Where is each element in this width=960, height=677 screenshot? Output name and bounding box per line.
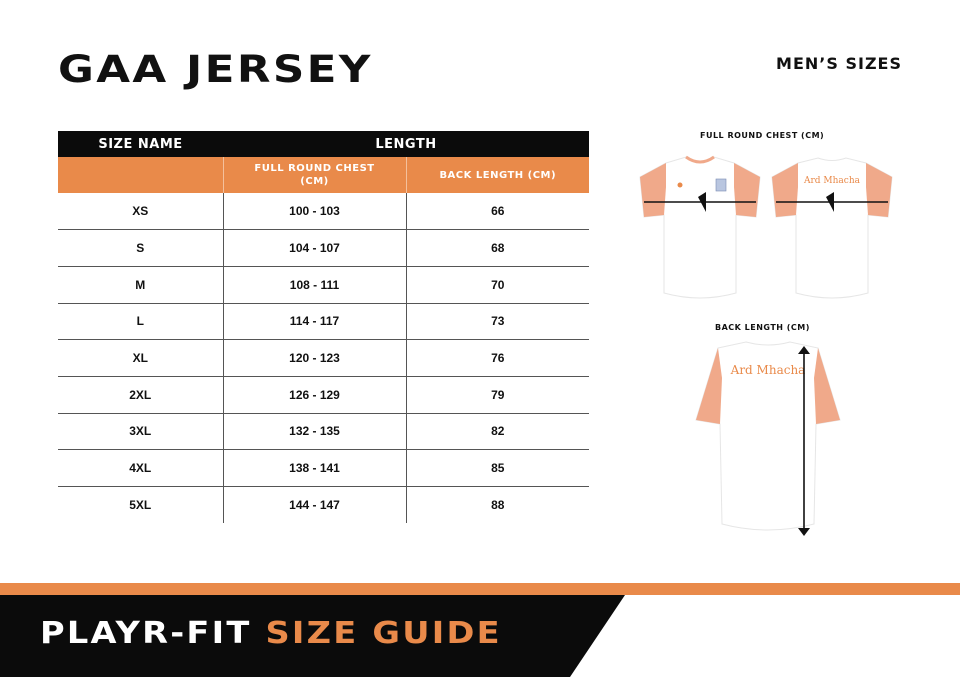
cell-chest: 100 - 103	[223, 193, 406, 230]
subheader-chest	[223, 157, 406, 193]
table-row	[58, 450, 589, 487]
back-diagram-label: BACK LENGTH (CM)	[715, 323, 810, 332]
header-size-name: SIZE NAME	[58, 131, 223, 157]
table-row	[58, 413, 589, 450]
cell-back: 82	[406, 413, 589, 450]
footer-brand: PLAYR-FIT	[40, 616, 252, 651]
cell-back: 66	[406, 193, 589, 230]
cell-size: 4XL	[58, 450, 223, 487]
cell-back: 76	[406, 340, 589, 377]
page-title: GAA JERSEY	[58, 48, 373, 91]
cell-chest: 138 - 141	[223, 450, 406, 487]
cell-chest: 132 - 135	[223, 413, 406, 450]
footer-title	[40, 616, 502, 651]
cell-back: 73	[406, 303, 589, 340]
footer-size-guide: SIZE GUIDE	[265, 616, 502, 651]
table-subheader-row	[58, 157, 589, 193]
cell-back: 85	[406, 450, 589, 487]
subheader-chest-line2: (CM)	[300, 176, 329, 187]
table-row	[58, 193, 589, 230]
cell-chest: 144 - 147	[223, 487, 406, 524]
cell-chest: 108 - 111	[223, 266, 406, 303]
cell-back: 68	[406, 230, 589, 267]
chest-diagram-label: FULL ROUND CHEST (CM)	[700, 131, 825, 140]
subheader-blank	[58, 157, 223, 193]
cell-size: L	[58, 303, 223, 340]
cell-size: S	[58, 230, 223, 267]
cell-size: 5XL	[129, 498, 152, 513]
cell-chest: 104 - 107	[223, 230, 406, 267]
back-jersey-text: Ard Mhacha	[803, 176, 861, 186]
cell-back: 88	[406, 487, 589, 524]
cell-chest: 126 - 129	[223, 376, 406, 413]
back-jersey-illustration	[770, 155, 895, 303]
cell-size: 3XL	[58, 413, 223, 450]
table-row	[58, 303, 589, 340]
table-row	[58, 266, 589, 303]
cell-size: M	[58, 266, 223, 303]
table-row	[58, 340, 589, 377]
size-table	[58, 131, 589, 523]
table-row	[58, 230, 589, 267]
cell-size: 2XL	[58, 376, 223, 413]
cell-back: 70	[406, 266, 589, 303]
large-jersey-text: Ard Mhacha	[730, 363, 806, 377]
cell-chest: 120 - 123	[223, 340, 406, 377]
back-length-jersey-illustration	[688, 338, 848, 538]
cell-size: XS	[58, 193, 223, 230]
subheader-back-length: BACK LENGTH (CM)	[406, 157, 589, 193]
cell-chest: 114 - 117	[223, 303, 406, 340]
table-header-row	[58, 131, 589, 157]
subheader-chest-line1: FULL ROUND CHEST	[254, 163, 375, 174]
header-length: LENGTH	[223, 131, 589, 157]
page-subtitle: MEN’S SIZES	[776, 54, 902, 73]
footer-accent-bar	[0, 583, 960, 595]
table-row	[58, 376, 589, 413]
cell-back: 79	[406, 376, 589, 413]
table-row	[58, 487, 589, 524]
cell-size: XL	[58, 340, 223, 377]
front-jersey-illustration	[638, 155, 763, 303]
